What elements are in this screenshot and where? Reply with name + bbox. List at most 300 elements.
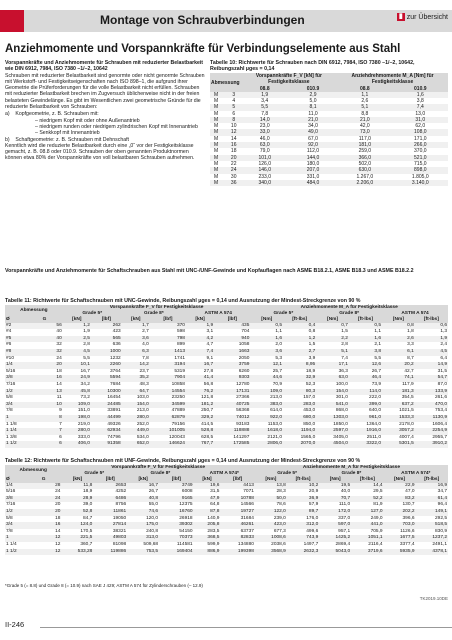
table-cell: 3,6 — [122, 336, 150, 343]
table-cell: 117,9 — [402, 382, 414, 388]
table-row — [5, 336, 448, 343]
table-cell: 715,0 — [414, 160, 427, 167]
table-cell: #2 — [5, 323, 42, 330]
table-row — [5, 375, 448, 382]
head-unit: [Nm] — [255, 477, 287, 483]
table-cell: 1,7 — [122, 323, 150, 330]
table-cell: 19727 — [220, 509, 255, 516]
table-cell: 40,0 — [340, 489, 351, 495]
table-cell: 20 — [42, 362, 63, 369]
table-cell: 127,0 — [351, 509, 383, 516]
table-cell: 80,3 — [283, 389, 316, 396]
table-cell: 5,3 — [275, 355, 283, 361]
table-cell: 120043 — [168, 434, 185, 440]
table-cell: 16,7 — [80, 368, 90, 374]
table-cell: 1232 — [110, 355, 121, 361]
table-cell: #4 — [6, 329, 12, 335]
table-cell: 81098 — [112, 542, 127, 548]
table-cell: 109,0 — [63, 402, 91, 409]
table-cell: M — [210, 155, 227, 161]
table-cell: 1741 — [174, 355, 185, 361]
table-cell: 181,2 — [186, 402, 214, 409]
table-cell: 16,9 — [416, 483, 449, 490]
table-10-body — [210, 92, 448, 186]
table-cell: 283,5 — [207, 528, 220, 534]
table-cell: 56 — [42, 323, 63, 330]
table-cell: 333,0 — [77, 434, 90, 440]
table-12-caption: Tabelle 12: Richtwerte für Schaftschrauben mit UNF-Gewinde, Reibungszahl µges = 0,14 und Ausnutzung der Mindest-Streckgrenze von 90 % — [5, 458, 361, 464]
table-cell: 118888 — [214, 428, 250, 435]
head-anziehmomente: Anziehmomente M_A für Festigkeitsklasse — [250, 305, 448, 311]
table-cell: 11861 — [93, 509, 127, 516]
head-grade: Grade 5* — [255, 471, 319, 477]
table-cell: 4504,0 — [316, 441, 349, 448]
table-cell: 6,3 — [122, 349, 150, 356]
table-cell: 2,1 — [374, 342, 382, 348]
table-cell: 19,5 — [319, 483, 351, 490]
table-cell: 11,0 — [308, 110, 318, 117]
table-cell: #8 — [5, 349, 42, 356]
table-cell: 34,2 — [80, 382, 90, 388]
table-cell: 1,6 — [349, 336, 382, 343]
table-cell: 1,5 — [308, 342, 316, 348]
table-cell: 7904 — [150, 375, 186, 382]
table-cell: 31,5 — [437, 368, 447, 374]
table-cell: 484,0 — [289, 180, 337, 186]
head-grade: Grade 5* — [63, 311, 122, 317]
table-cell: 1,6 — [393, 92, 448, 98]
footnote: *Grade 5 (= 8.8) und Grade 8 (= 10.9) nach SAE J 429; ASTM A 574 für Zylinderschrauben (– 12.9) — [5, 583, 203, 588]
table-cell: 56368 — [236, 408, 250, 414]
table-cell: 6486 — [93, 496, 127, 503]
table-cell: 5/16 — [6, 368, 16, 374]
table-cell: 24485 — [91, 402, 122, 409]
table-cell: 3,1 — [206, 329, 214, 335]
table-cell: 32 — [42, 349, 63, 356]
table-cell: 171,0 — [414, 135, 427, 142]
table-cell: 10,1 — [63, 362, 91, 369]
section-heading: Vorspannkräfte und Anziehmomente für Schaftschrauben aus Stahl mit UNC-/UNF-Gewinde und Kopfauflagen nach ASME B18.2.1, ASME B18.3 und ASME B18.2.2 — [5, 268, 414, 274]
table-cell: 370,0 — [414, 148, 427, 155]
table-cell: 7684 — [110, 382, 121, 388]
table-cell: 170,5 — [80, 528, 93, 534]
table-cell: 6 — [42, 441, 63, 448]
table-cell: 49326 — [107, 421, 121, 427]
table-cell: 130,7 — [402, 502, 415, 508]
table-cell: 340,0 — [241, 180, 289, 186]
table-cell: 18 — [56, 368, 62, 374]
table-cell: 3405,0 — [333, 434, 348, 440]
table-cell: 93183 — [236, 421, 250, 427]
table-cell: 40,8 — [127, 496, 159, 503]
t10-sub: 08.8 — [337, 85, 392, 91]
table-cell: 2,7 — [283, 349, 316, 356]
table-cell: 181,0 — [337, 142, 392, 148]
table-cell: M — [210, 129, 227, 135]
table-cell: 7071 — [243, 489, 254, 495]
item-a-3: – Senkkopf mit Innenantrieb — [35, 130, 100, 137]
table-cell: 45,8 — [63, 389, 91, 396]
table-cell: 44,6 — [250, 375, 283, 382]
table-cell: 38321 — [112, 528, 127, 534]
table-cell: 149,1 — [416, 509, 449, 516]
table-12-head — [5, 465, 448, 482]
table-11-caption: Tabelle 11: Richtwerte für Schaftschrauben mit UNC-Gewinde, Reibungszahl µges = 0,14 und Ausnutzung der Mindest-Streckgrenze von 90 % — [5, 298, 361, 304]
table-cell: 528,8 — [186, 428, 214, 435]
table-cell: 2,8 — [341, 342, 348, 348]
table-cell: 1051,1 — [351, 535, 383, 542]
item-a-label: a) — [5, 111, 10, 118]
table-cell: 7/8 — [6, 408, 13, 414]
table-cell: 1,5 — [341, 329, 348, 335]
table-cell: 886,9 — [194, 549, 221, 556]
table-cell: 9 — [59, 408, 62, 414]
table-cell: 205,8 — [194, 522, 221, 529]
table-cell: 850,0 — [303, 421, 316, 427]
table-cell: 70,9 — [272, 382, 283, 388]
table-cell: 534,0 — [136, 434, 149, 440]
table-cell: 16454 — [107, 395, 121, 401]
table-row — [5, 509, 448, 516]
table-cell: 1850,0 — [333, 421, 348, 427]
table-cell: 52,2 — [351, 496, 383, 503]
table-cell: 3749 — [159, 483, 194, 490]
table-cell: 76,2 — [186, 389, 214, 396]
table-cell: 3,8 — [349, 349, 382, 356]
table-cell: 292,5 — [434, 515, 447, 521]
table-cell: 301,0 — [335, 395, 348, 401]
table-cell: 109,0 — [250, 389, 283, 396]
table-cell: 1000 — [91, 349, 122, 356]
table-cell: 5,5 — [374, 355, 382, 361]
table-row — [5, 395, 448, 402]
table-cell: 101,0 — [241, 155, 289, 161]
table-cell: 87,8 — [194, 509, 221, 516]
head-unit: [ft-lbs] — [416, 477, 449, 483]
table-cell: 396,6 — [402, 515, 415, 521]
table-cell: 39,0 — [83, 502, 93, 508]
head-grade: Grade 8* — [127, 471, 193, 477]
table-cell: 48,3 — [139, 382, 149, 388]
table-cell: 3377,4 — [399, 542, 415, 548]
table-cell: 19050 — [112, 515, 127, 521]
table-cell: 414,5 — [201, 421, 214, 427]
table-cell: 73,0 — [337, 129, 392, 135]
head-unit: Ø — [5, 317, 42, 323]
table-cell: 49803 — [93, 535, 127, 542]
table-cell: 22 — [230, 160, 237, 167]
table-cell: 637,2 — [382, 402, 415, 409]
table-cell: 1,9 — [186, 323, 214, 330]
table-cell: 1,1 — [337, 92, 392, 98]
table-cell: 1008,6 — [255, 535, 287, 542]
table-cell: 2597,0 — [316, 428, 349, 435]
table-cell: 470,0 — [415, 402, 448, 409]
table-cell: 44499 — [91, 415, 122, 422]
table-cell: 5,5 — [83, 355, 90, 361]
table-cell: 533,28 — [61, 549, 93, 556]
overview-link[interactable] — [397, 13, 448, 21]
table-cell: 221,5 — [61, 535, 93, 542]
table-cell: 8 — [42, 415, 63, 422]
table-cell: 12,6 — [349, 362, 382, 369]
table-cell: M — [214, 173, 219, 180]
table-cell: 46,4 — [349, 375, 382, 382]
table-cell: 74,6 — [127, 509, 159, 516]
table-cell: 8,1 — [289, 104, 337, 110]
table-cell: 261,6 — [434, 395, 447, 401]
table-11 — [5, 298, 448, 448]
table-cell: 940 — [214, 336, 250, 343]
t10-sub: 010.9 — [289, 85, 337, 91]
table-cell: 14,9 — [415, 362, 448, 369]
table-cell: 6260 — [238, 368, 250, 374]
table-cell: 5,1 — [316, 349, 349, 356]
table-cell: 33891 — [107, 408, 121, 414]
table-cell: 144,0 — [289, 155, 337, 161]
head-unit: [lbf] — [220, 477, 255, 483]
table-cell: 7,4 — [341, 355, 348, 361]
table-cell: 423 — [112, 329, 121, 335]
table-cell: 6 — [59, 434, 62, 440]
head-unit: [kN] — [194, 477, 221, 483]
head-anziehmomente: Anziehmomente M_A für Festigkeitsklasse — [255, 465, 448, 471]
table-cell: 114581 — [176, 542, 193, 548]
table-cell: 5,0 — [309, 98, 317, 104]
table-cell: M — [214, 110, 219, 117]
table-cell: 252,0 — [136, 421, 149, 427]
table-cell: 63737 — [240, 528, 254, 534]
table-cell: 1 — [5, 415, 42, 422]
table-cell: 743,9 — [287, 535, 319, 542]
t10-head-m: Anziehdrehmomente M_A [Nm] für Festigkeitsklasse — [337, 73, 448, 85]
table-cell: 705,9 — [370, 528, 383, 534]
table-cell: 96,4 — [437, 502, 447, 508]
table-cell: 134880 — [237, 542, 254, 548]
table-cell: 331,0 — [306, 173, 320, 180]
table-cell: 259,0 — [358, 148, 372, 155]
table-cell: M — [214, 148, 219, 155]
table-cell: 207,0 — [289, 167, 337, 173]
table-cell: 8 — [227, 117, 241, 123]
table-row — [5, 342, 448, 349]
table-cell: 92,0 — [289, 142, 337, 148]
table-cell: 1 1/8 — [6, 421, 17, 427]
table-11-body — [5, 323, 448, 448]
table-cell: 73,9 — [371, 382, 382, 388]
table-cell: 3057,2 — [382, 428, 415, 435]
table-row — [5, 369, 448, 376]
table-cell: 14566 — [240, 502, 254, 508]
table-cell: 24 — [56, 355, 62, 361]
table-cell: 20,9 — [308, 489, 319, 495]
table-cell: 1,2 — [283, 336, 316, 343]
head-unit: [kN] — [186, 317, 214, 323]
table-cell: 4,2 — [186, 336, 214, 343]
table-cell: 180,0 — [306, 160, 320, 167]
table-cell: M — [214, 98, 219, 104]
table-cell: 5935,9 — [384, 549, 416, 556]
table-cell: 406,0 — [63, 441, 91, 448]
table-cell: 36 — [227, 180, 241, 186]
table-row — [5, 522, 448, 529]
table-cell: 100,0 — [335, 382, 348, 388]
table-cell: 767,7 — [186, 441, 214, 448]
table-cell: 63,0 — [316, 375, 349, 382]
table-cell: 0,6 — [415, 323, 448, 330]
table-cell: 3719,6 — [351, 549, 383, 556]
table-cell: 7,4 — [393, 104, 448, 110]
table-cell: 354,5 — [401, 395, 414, 401]
table-cell: 157,0 — [303, 395, 316, 401]
table-cell: 120,0 — [146, 515, 159, 521]
table-cell: 922,0 — [250, 415, 283, 422]
table-cell: 598 — [176, 329, 185, 335]
table-cell: 0,8 — [308, 329, 316, 335]
table-cell: 6 — [232, 110, 236, 117]
table-cell: 46261 — [220, 522, 255, 529]
table-cell: 78,6 — [276, 502, 286, 508]
table-cell: 2070,0 — [283, 441, 316, 448]
table-cell: 868,0 — [335, 408, 348, 414]
table-cell: M — [210, 180, 227, 186]
table-cell: M — [210, 167, 227, 173]
table-cell: 82833 — [220, 535, 255, 542]
table-cell: 3,9 — [308, 355, 316, 361]
head-unit: [ft-lbs] — [349, 317, 382, 323]
head-grade: ASTM A 574 — [186, 311, 250, 317]
table-cell: 12780 — [236, 382, 250, 388]
t10-sub: 08.8 — [241, 85, 289, 91]
head-unit: [Nm] — [319, 477, 351, 483]
table-cell: 31684 — [240, 515, 254, 521]
table-cell: 541,0 — [316, 402, 349, 409]
table-cell: 126,0 — [258, 160, 271, 167]
table-cell: 2,5 — [63, 336, 91, 343]
head-unit: [lbf] — [159, 477, 194, 483]
table-cell: 114,0 — [349, 389, 382, 396]
item-b-label: b) — [5, 136, 10, 143]
table-cell: M — [214, 135, 219, 142]
table-cell: 599,9 — [207, 542, 220, 548]
table-row — [5, 489, 448, 496]
table-cell: 23250 — [171, 395, 185, 401]
table-cell: 67,0 — [308, 135, 318, 142]
table-10-caption: Tabelle 10: Richtwerte für Schrauben nach DIN 6912, 7984, ISO 7380 –1/–2, 10642, Reibungszahl µges = 0,14 — [210, 60, 415, 73]
table-cell: 34,7 — [437, 489, 447, 495]
table-cell: 42,0 — [359, 123, 370, 130]
table-cell: 280,0 — [63, 428, 91, 435]
table-cell: 54,7 — [415, 375, 448, 382]
table-cell: 5,1 — [337, 104, 392, 110]
table-cell: 20 — [55, 502, 61, 508]
table-cell: 3,3 — [407, 342, 414, 348]
table-cell: 961,0 — [349, 415, 382, 422]
table-cell: 4,5 — [63, 349, 91, 356]
table-cell: 8,8 — [361, 110, 369, 117]
table-cell: 103,0 — [136, 395, 149, 401]
table-cell: M — [210, 92, 227, 98]
table-cell: 28,3 — [276, 489, 286, 495]
table-cell: 2632,3 — [287, 549, 319, 556]
table-cell: 2,2 — [316, 336, 349, 343]
table-cell: 141297 — [233, 434, 250, 440]
table-cell: 47,0 — [405, 489, 415, 495]
table-cell: 34,0 — [308, 123, 318, 130]
table-cell: 1413 — [150, 349, 186, 356]
table-cell: 10300 — [91, 389, 122, 396]
table-cell: 2116,4 — [368, 542, 383, 548]
item-a-1: – niedrigem Kopf mit oder ohne Außenantrieb — [35, 117, 140, 124]
table-cell: 4378,1 — [416, 549, 449, 556]
table-row — [5, 402, 448, 409]
item-a-2: – niedrigem runden oder niedrigem zylindrischen Kopf mit Innenantrieb — [35, 123, 198, 130]
table-cell: 87,0 — [437, 382, 447, 388]
table-cell: 16 — [227, 142, 241, 148]
table-cell: 4 — [232, 98, 236, 104]
table-cell: 20,2 — [382, 362, 415, 369]
head-unit: [kN] — [63, 317, 91, 323]
table-cell: 20 — [41, 509, 62, 516]
table-cell: 21,0 — [337, 117, 392, 123]
table-cell: 12 — [227, 129, 241, 135]
table-cell: 1,9 — [241, 92, 289, 98]
table-cell: 16,7 — [127, 483, 159, 490]
table-cell: 24 — [55, 489, 61, 495]
table-cell: 5/8 — [6, 515, 13, 521]
head-unit: G — [41, 477, 62, 483]
table-cell: 1565,0 — [300, 434, 316, 440]
table-cell: 84,7 — [83, 515, 93, 521]
table-row — [5, 408, 448, 415]
table-cell: 7,4 — [186, 349, 214, 356]
head-unit: [Nm] — [250, 317, 283, 323]
table-cell: 79,0 — [259, 148, 270, 155]
table-cell: 1,1 — [275, 329, 283, 335]
table-cell: 1 — [5, 535, 41, 542]
table-cell: 57,9 — [308, 502, 319, 508]
table-cell: #5 — [5, 336, 42, 343]
table-cell: 1,9 — [83, 329, 90, 335]
table-cell: 8,95 — [283, 362, 316, 369]
table-cell: M — [210, 117, 227, 123]
table-cell: 3,6 — [250, 349, 283, 356]
table-cell: 5043,0 — [319, 549, 351, 556]
table-cell: 2955,7 — [432, 434, 447, 440]
table-cell: 32 — [56, 342, 62, 348]
table-cell: 21,0 — [289, 117, 337, 123]
table-cell: 2050 — [238, 355, 250, 361]
table-cell: 26918 — [179, 515, 193, 521]
table-cell: 11,8 — [61, 483, 93, 490]
head-grade: Grade 8* — [319, 471, 383, 477]
table-cell: 83,2 — [384, 496, 416, 503]
table-cell: 7,8 — [142, 355, 149, 361]
table-cell: 4,7 — [206, 342, 214, 348]
table-cell: 1303,0 — [316, 415, 349, 422]
table-cell: 1 3/8 — [6, 434, 17, 440]
table-cell: 1916,0 — [349, 428, 382, 435]
table-cell: M — [210, 104, 227, 110]
table-cell: 62,0 — [415, 123, 426, 130]
table-cell: 27,8 — [203, 368, 214, 374]
table-cell: 172585 — [214, 441, 250, 448]
table-cell: 2806,0 — [250, 441, 283, 448]
table-cell: 18 — [230, 148, 237, 155]
head-grade: Grade 5* — [250, 311, 316, 317]
table-cell: 122,0 — [255, 509, 287, 516]
table-cell: 2.206,0 — [337, 180, 392, 186]
